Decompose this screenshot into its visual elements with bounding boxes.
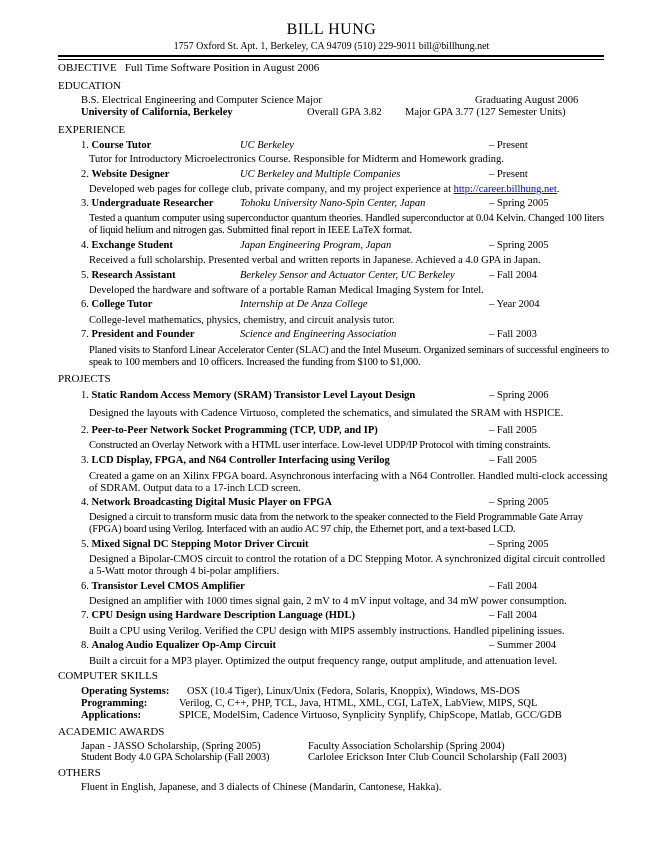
objective-text: Full Time Software Position in August 2006	[124, 62, 320, 74]
project-item: 7. CPU Design using Hardware Description Language (HDL)	[81, 610, 355, 621]
project-item: 4. Network Broadcasting Digital Music Player on FPGA	[81, 497, 333, 508]
project-date: – Spring 2006	[489, 390, 549, 401]
project-title: Mixed Signal DC Stepping Motor Driver Circuit	[91, 539, 309, 550]
job-org: Tohoku University Nano-Spin Center, Japan	[240, 198, 426, 209]
project-title: CPU Design using Hardware Description Language (HDL)	[91, 610, 355, 621]
job-org: UC Berkeley and Multiple Companies	[240, 169, 401, 180]
project-description: Created a game on an Xilinx FPGA board. Asynchronous interfacing with a N64 Controller. Handled multi-clock accessing of SDRAM. Output data to a 17-inch LCD screen.	[89, 471, 608, 494]
experience-item: 1. Course Tutor	[81, 140, 152, 151]
graduation-date: Graduating August 2006	[475, 95, 579, 106]
project-date: – Fall 2004	[489, 610, 537, 621]
project-description: Designed an amplifier with 1000 times signal gain, 2 mV to 4 mV input voltage, and 34 mW power consumption.	[89, 596, 567, 607]
job-date: – Present	[489, 140, 528, 151]
job-description: Developed web pages for college club, private company, and my project experience at http://career.billhung.net.	[89, 184, 560, 195]
job-date: – Fall 2003	[489, 329, 537, 340]
job-org: Japan Engineering Program, Japan	[240, 240, 392, 251]
portfolio-link[interactable]: http://career.billhung.net	[453, 184, 557, 195]
section-heading-others: OTHERS	[58, 767, 101, 779]
skill-value: Verilog, C, C++, PHP, TCL, Java, HTML, XML, CGI, LaTeX, LabView, MIPS, SQL	[179, 698, 538, 709]
job-org: Science and Engineering Association	[240, 329, 397, 340]
section-heading-education: EDUCATION	[58, 80, 121, 92]
job-title: President and Founder	[91, 329, 195, 340]
job-org: Internship at De Anza College	[240, 299, 368, 310]
project-date: – Spring 2005	[489, 497, 549, 508]
project-date: – Fall 2004	[489, 581, 537, 592]
section-heading-projects: PROJECTS	[58, 373, 111, 385]
project-item: 5. Mixed Signal DC Stepping Motor Driver Circuit	[81, 539, 309, 550]
skill-value: SPICE, ModelSim, Cadence Virtuoso, Synplicity Synplify, ChipScope, Matlab, GCC/GDB	[179, 710, 562, 721]
contact-info: 1757 Oxford St. Apt. 1, Berkeley, CA 94709 (510) 229-9011 bill@billhung.net	[173, 41, 490, 52]
section-heading: OBJECTIVE	[58, 62, 117, 74]
skill-key: Programming:	[81, 698, 148, 709]
project-title: LCD Display, FPGA, and N64 Controller Interfacing using Verilog	[91, 455, 390, 466]
project-date: – Fall 2005	[489, 425, 537, 436]
experience-item: 3. Undergraduate Researcher	[81, 198, 214, 209]
job-org: UC Berkeley	[240, 140, 294, 151]
job-description: Planed visits to Stanford Linear Accelerator Center (SLAC) and the Intel Museum. Organized seminars of successful engineers to speak to 100 members and 10 officers. Increased the funding from $100 to $1,000.	[89, 345, 609, 368]
project-date: – Spring 2005	[489, 539, 549, 550]
project-date: – Summer 2004	[489, 640, 557, 651]
section-heading-skills: COMPUTER SKILLS	[58, 670, 158, 682]
job-description: Tutor for Introductory Microelectronics Course. Responsible for Midterm and Homework grading.	[89, 154, 504, 165]
project-date: – Fall 2005	[489, 455, 537, 466]
section-heading-awards: ACADEMIC AWARDS	[58, 726, 165, 738]
project-item: 6. Transistor Level CMOS Amplifier	[81, 581, 245, 592]
award-item: Carlolee Erickson Inter Club Council Scholarship (Fall 2003)	[308, 752, 567, 763]
skill-key: Operating Systems:	[81, 686, 170, 697]
job-description: Tested a quantum computer using superconductor quantum theories. Handled superconductor at 0.04 Kelvin. Changed 100 liters of liquid helium and nitrogen gas. Submitted final report in IEEE LaTeX format.	[89, 213, 604, 236]
project-title: Static Random Access Memory (SRAM) Transistor Level Layout Design	[91, 390, 416, 401]
skill-key: Applications:	[81, 710, 142, 721]
project-description: Designed a circuit to transform music data from the network to the speaker connected to the Field Programmable Gate Array (FPGA) board using Verilog. Interfaced with an audio AC 97 chip, the Ethernet port, and a text-based LCD.	[89, 512, 583, 535]
project-description: Designed the layouts with Cadence Virtuoso, completed the schematics, and simulated the SRAM with HSPICE.	[89, 408, 564, 419]
experience-item: 5. Research Assistant	[81, 270, 176, 281]
job-description: Received a full scholarship. Presented verbal and written reports in Japanese. Achieved a 4.0 GPA in Japan.	[89, 255, 541, 266]
project-item: 2. Peer-to-Peer Network Socket Programming (TCP, UDP, and IP)	[81, 425, 378, 436]
major-gpa: Major GPA 3.77 (127 Semester Units)	[405, 107, 566, 118]
project-description: Built a circuit for a MP3 player. Optimized the output frequency range, output amplitude, and attenuation level.	[89, 656, 558, 667]
project-item: 8. Analog Audio Equalizer Op-Amp Circuit	[81, 640, 277, 651]
skill-value: OSX (10.4 Tiger), Linux/Unix (Fedora, Solaris, Knoppix), Windows, MS-DOS	[187, 686, 521, 697]
project-description: Built a CPU using Verilog. Verified the CPU design with MIPS assembly instructions. Handled pipelining issues.	[89, 626, 565, 637]
job-date: – Fall 2004	[489, 270, 537, 281]
project-item: 3. LCD Display, FPGA, and N64 Controller Interfacing using Verilog	[81, 455, 390, 466]
job-title: Undergraduate Researcher	[91, 198, 214, 209]
job-description: Developed the hardware and software of a portable Raman Medical Imaging System for Intel.	[89, 285, 484, 296]
project-item: 1. Static Random Access Memory (SRAM) Transistor Level Layout Design	[81, 390, 416, 401]
header-rule-thin	[58, 59, 604, 60]
project-description: Designed a Bipolar-CMOS circuit to control the rotation of a DC Stepping Motor. A synchronized digital circuit controlled a 5-Watt motor through 4 bi-polar amplifiers.	[89, 554, 605, 577]
experience-item: 4. Exchange Student	[81, 240, 173, 251]
experience-item: 2. Website Designer	[81, 169, 170, 180]
job-date: – Present	[489, 169, 528, 180]
others-text: Fluent in English, Japanese, and 3 dialects of Chinese (Mandarin, Cantonese, Hakka).	[81, 782, 442, 793]
job-title: College Tutor	[91, 299, 153, 310]
degree: B.S. Electrical Engineering and Computer Science Major	[81, 95, 322, 106]
school-name: University of California, Berkeley	[81, 107, 233, 118]
project-description: Constructed an Overlay Network with a HTML user interface. Low-level UDP/IP Protocol with timing constraints.	[89, 440, 551, 451]
award-item: Student Body 4.0 GPA Scholarship (Fall 2003)	[81, 752, 270, 763]
job-description: College-level mathematics, physics, chemistry, and circuit analysis tutor.	[89, 315, 395, 326]
job-date: – Spring 2005	[489, 240, 549, 251]
job-title: Course Tutor	[91, 140, 152, 151]
award-item: Faculty Association Scholarship (Spring 2004)	[308, 741, 505, 752]
project-title: Analog Audio Equalizer Op-Amp Circuit	[91, 640, 277, 651]
overall-gpa: Overall GPA 3.82	[307, 107, 382, 118]
experience-item: 6. College Tutor	[81, 299, 153, 310]
project-title: Peer-to-Peer Network Socket Programming (TCP, UDP, and IP)	[91, 425, 378, 436]
section-heading-experience: EXPERIENCE	[58, 124, 126, 136]
project-title: Network Broadcasting Digital Music Player on FPGA	[91, 497, 333, 508]
job-title: Website Designer	[91, 169, 170, 180]
job-date: – Spring 2005	[489, 198, 549, 209]
objective-section	[58, 62, 319, 74]
header-rule-thick	[58, 55, 604, 57]
job-title: Research Assistant	[91, 270, 176, 281]
job-org: Berkeley Sensor and Actuator Center, UC Berkeley	[240, 270, 455, 281]
project-title: Transistor Level CMOS Amplifier	[91, 581, 245, 592]
award-item: Japan - JASSO Scholarship, (Spring 2005)	[81, 741, 261, 752]
job-title: Exchange Student	[91, 240, 173, 251]
job-date: – Year 2004	[489, 299, 540, 310]
resume-name: BILL HUNG	[286, 21, 377, 38]
experience-item: 7. President and Founder	[81, 329, 195, 340]
